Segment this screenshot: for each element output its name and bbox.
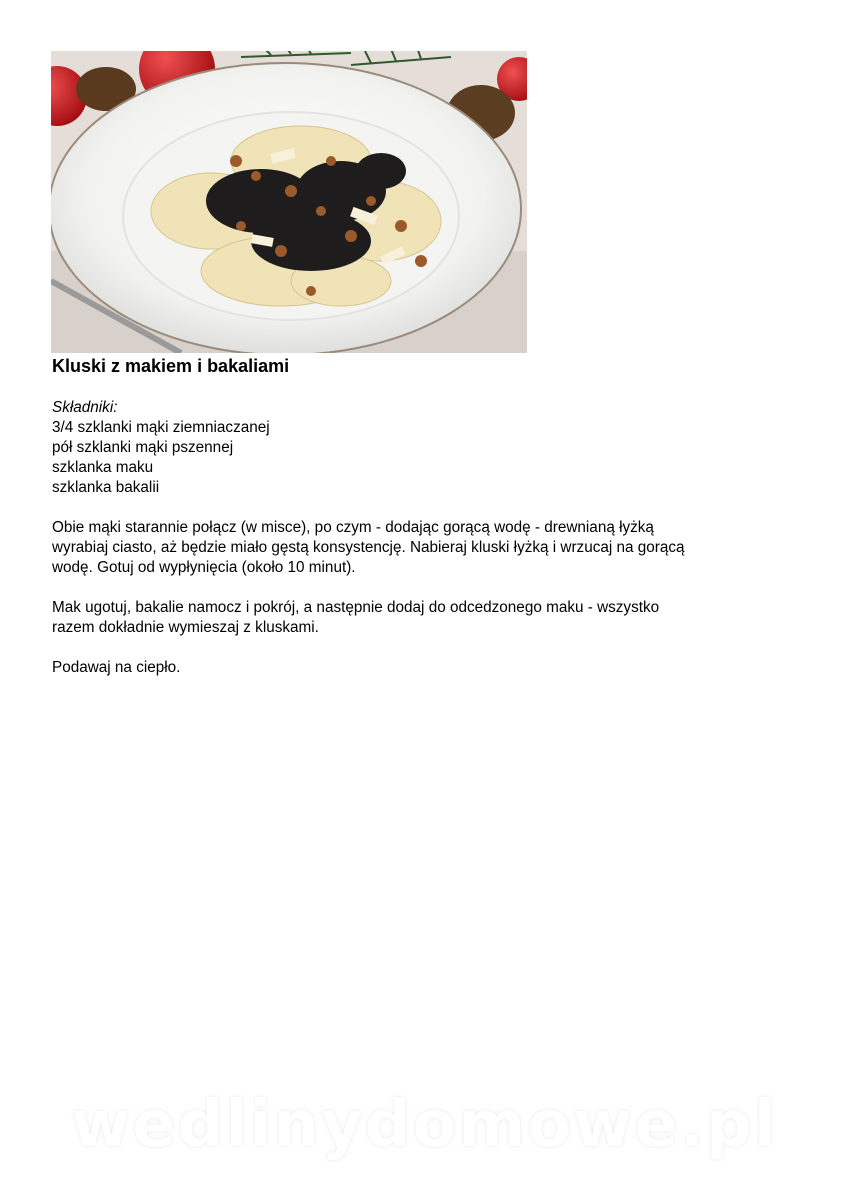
paragraph-line: razem dokładnie wymieszaj z kluskami. xyxy=(52,619,319,636)
serving-note xyxy=(52,658,792,678)
watermark: wedlinydomowe.pl xyxy=(71,1088,778,1162)
ingredient-item: 3/4 szklanki mąki ziemniaczanej xyxy=(52,419,270,436)
paragraph-line: Mak ugotuj, bakalie namocz i pokrój, a następnie dodaj do odcedzonego maku - wszystko xyxy=(52,599,660,616)
ingredient-item: pół szklanki mąki pszennej xyxy=(52,439,234,456)
ingredient-list xyxy=(52,418,792,498)
ingredients-label: Składniki: xyxy=(52,399,118,416)
paragraph-line: wodę. Gotuj od wypłynięcia (około 10 minut). xyxy=(52,559,356,576)
recipe-body xyxy=(52,398,792,678)
paragraph-line: Podawaj na ciepło. xyxy=(52,659,181,676)
ingredient-item: szklanka bakalii xyxy=(52,479,160,496)
instructions-paragraph xyxy=(52,518,792,578)
ingredient-item: szklanka maku xyxy=(52,459,154,476)
paragraph-line: wyrabiaj ciasto, aż będzie miało gęstą konsystencję. Nabieraj kluski łyżką i wrzucaj na gorącą xyxy=(52,539,685,556)
paragraph-line: Obie mąki starannie połącz (w misce), po czym - dodając gorącą wodę - drewnianą łyżką xyxy=(52,519,654,536)
dish-photo xyxy=(51,51,527,353)
recipe-title: Kluski z makiem i bakaliami xyxy=(52,356,290,376)
instructions-paragraph xyxy=(52,598,792,638)
